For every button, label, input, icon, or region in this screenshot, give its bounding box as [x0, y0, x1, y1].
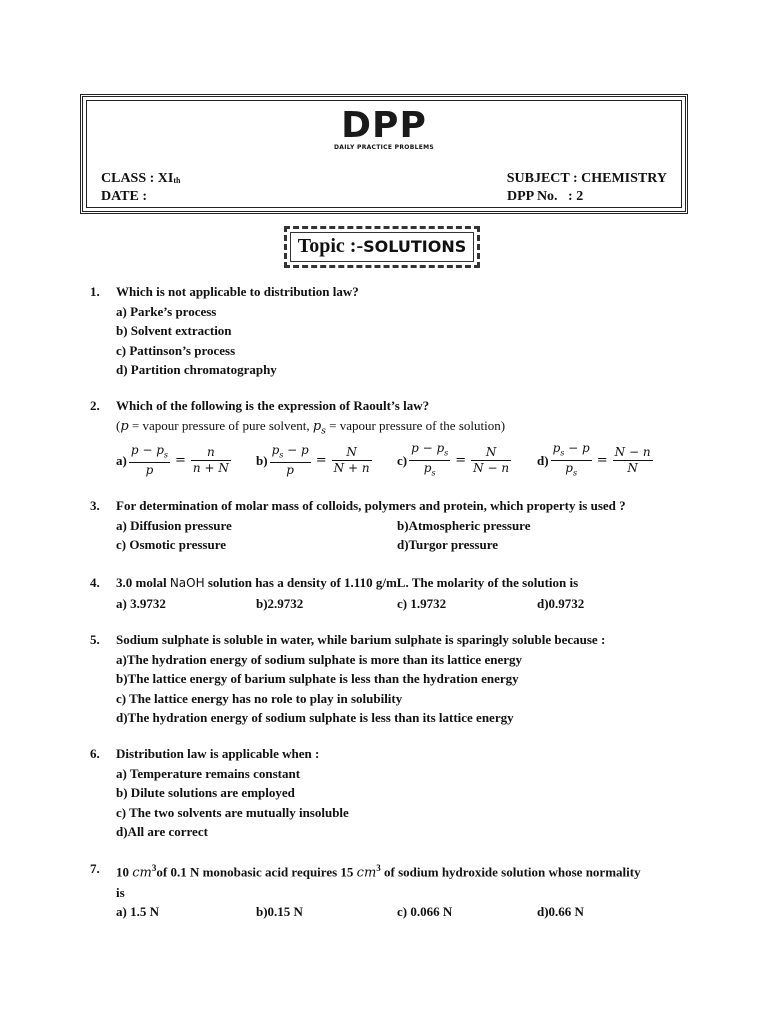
option-a	[116, 442, 233, 480]
header-box	[80, 94, 688, 214]
text-part-2: of 0.1 N monobasic acid requires 15	[156, 864, 357, 880]
text-part-2: solution has a density of 1.110 g/mL. The molarity of the solution is	[204, 575, 579, 590]
question-number: 6.	[90, 746, 100, 761]
option-c: c) 1.9732	[397, 595, 447, 611]
lhs-numerator-tail: − p	[564, 440, 590, 455]
lhs-numerator: p	[552, 440, 561, 455]
option-d: d)The hydration energy of sodium sulphate is less than its lattice energy	[116, 710, 514, 725]
lhs-numerator-sub: s	[444, 448, 449, 458]
topic-box	[284, 226, 480, 268]
option-b	[256, 442, 374, 480]
unit-cm-1: cm	[132, 865, 152, 881]
text-part-3: of sodium hydroxide solution whose normality	[380, 864, 641, 880]
rhs-denominator: N − n	[473, 461, 510, 476]
options-row-2	[116, 535, 686, 555]
rhs-fraction	[471, 445, 511, 476]
question-text	[116, 859, 686, 883]
note-symbol-p: p	[120, 418, 129, 434]
class-suffix: th	[173, 176, 181, 185]
header-inner-border	[86, 100, 682, 208]
question-text: Sodium sulphate is soluble in water, while barium sulphate is sparingly soluble because :	[116, 632, 606, 647]
option-c: c) The two solvents are mutually insoluble	[116, 804, 349, 820]
option-b: b)0.15 N	[256, 904, 303, 920]
rhs-fraction	[191, 445, 231, 476]
option-b: b) Dilute solutions are employed	[116, 785, 295, 800]
note-symbol-ps: p	[312, 418, 322, 434]
option-d: d)Turgor pressure	[397, 537, 499, 552]
question-number: 5.	[90, 632, 100, 647]
lhs-numerator-sub: s	[163, 450, 168, 460]
subject-field: SUBJECT : CHEMISTRY	[506, 171, 667, 186]
text-part-1: 10	[116, 864, 133, 880]
question-number: 3.	[90, 498, 100, 513]
options-row	[116, 902, 686, 922]
formula-options	[116, 442, 686, 480]
rhs-fraction	[613, 445, 653, 476]
question-text: Which of the following is the expression of Raoult’s law?	[116, 398, 430, 413]
option-d: d)0.66 N	[537, 904, 584, 920]
lhs-numerator-tail: − p	[283, 442, 309, 457]
lhs-numerator: p	[271, 442, 280, 457]
lhs-denominator: p	[423, 461, 432, 476]
rhs-numerator: n	[191, 445, 231, 461]
note-open: (	[116, 417, 121, 433]
equals-sign: =	[175, 452, 186, 468]
rhs-numerator: N − n	[614, 445, 651, 460]
question-number: 2.	[90, 398, 100, 413]
question-text: Distribution law is applicable when :	[116, 746, 320, 761]
lhs-denominator: p	[565, 461, 573, 476]
question-text	[116, 573, 686, 594]
question-text: Which is not applicable to distribution law?	[116, 284, 359, 299]
lhs-denominator-sub: s	[431, 468, 436, 478]
option-c: c) The lattice energy has no role to play in solubility	[116, 690, 403, 706]
note-text-1: = vapour pressure of pure solvent,	[128, 417, 313, 433]
option-c: c) 0.066 N	[397, 904, 453, 920]
option-a: a) 1.5 N	[116, 904, 159, 920]
equals-sign: =	[596, 452, 608, 468]
equals-sign: =	[315, 452, 327, 468]
unit-cm-2: cm	[356, 865, 377, 881]
option-c: c) Pattinson’s process	[116, 342, 236, 358]
question-number: 1.	[90, 284, 100, 299]
question-number: 4.	[90, 575, 100, 590]
option-b: b)The lattice energy of barium sulphate is less than the hydration energy	[116, 671, 519, 686]
rhs-numerator: N	[471, 445, 511, 461]
date-field: DATE :	[101, 189, 148, 204]
option-label: b)	[256, 452, 268, 468]
lhs-fraction	[129, 443, 170, 478]
option-c: c) Osmotic pressure	[116, 537, 226, 552]
option-a: a) Diffusion pressure	[116, 517, 232, 533]
option-c	[397, 442, 513, 480]
option-b: b) Solvent extraction	[116, 323, 232, 338]
lhs-numerator: p − p	[130, 442, 164, 457]
option-a: a) 3.9732	[116, 595, 166, 611]
equals-sign: =	[455, 452, 467, 468]
option-a: a) Temperature remains constant	[116, 765, 301, 781]
option-label: c)	[397, 452, 408, 468]
lhs-numerator: p − p	[411, 440, 445, 455]
rhs-denominator: n + N	[192, 461, 229, 476]
option-b: b)Atmospheric pressure	[397, 517, 531, 533]
text-part-1: 3.0 molal	[116, 575, 170, 590]
lhs-denominator: p	[286, 463, 294, 478]
option-d: d) Partition chromatography	[116, 362, 277, 377]
question-text-wrap: is	[116, 884, 125, 900]
option-label: a)	[116, 452, 127, 468]
option-d	[537, 442, 655, 480]
class-field	[101, 171, 180, 187]
option-a: a)The hydration energy of sodium sulphate is more than its lattice energy	[116, 651, 522, 667]
rhs-fraction	[332, 445, 372, 476]
rhs-denominator: N	[627, 461, 638, 476]
logo-text: DPP	[341, 105, 427, 146]
lhs-numerator-sub: s	[279, 450, 284, 460]
note-text-2: = vapour pressure of the solution)	[325, 417, 506, 433]
class-label: CLASS : XI	[101, 171, 174, 186]
question-number: 7.	[90, 861, 100, 876]
lhs-numerator-sub: s	[560, 448, 565, 458]
option-label: d)	[537, 452, 549, 468]
rhs-denominator: N + n	[333, 461, 370, 476]
note-symbol-ps-sub: s	[321, 426, 326, 437]
logo-subtitle: DAILY PRACTICE PROBLEMS	[334, 144, 434, 151]
unit-superscript-2: 3	[376, 863, 381, 873]
option-a: a) Parke’s process	[116, 303, 217, 319]
options-row	[116, 594, 686, 614]
lhs-fraction	[551, 441, 592, 481]
lhs-fraction	[409, 441, 450, 481]
option-b: b)2.9732	[256, 595, 304, 611]
option-d: d)0.9732	[537, 595, 585, 611]
question-text: For determination of molar mass of colloids, polymers and protein, which property is used ?	[116, 498, 626, 513]
formula-naoh: NaOH	[169, 576, 205, 590]
rhs-numerator: N	[332, 445, 372, 461]
dpp-logo	[87, 107, 681, 151]
unit-superscript-1: 3	[151, 863, 157, 873]
options-row-1	[116, 516, 686, 536]
topic-value: SOLUTIONS	[363, 237, 467, 256]
topic-label: Topic :-	[297, 235, 364, 257]
option-d: d)All are correct	[116, 824, 208, 839]
dpp-number-field: DPP No. : 2	[507, 189, 584, 204]
lhs-denominator: p	[145, 463, 154, 478]
question-note	[116, 416, 686, 442]
lhs-denominator-sub: s	[572, 468, 578, 478]
lhs-fraction	[270, 443, 311, 478]
